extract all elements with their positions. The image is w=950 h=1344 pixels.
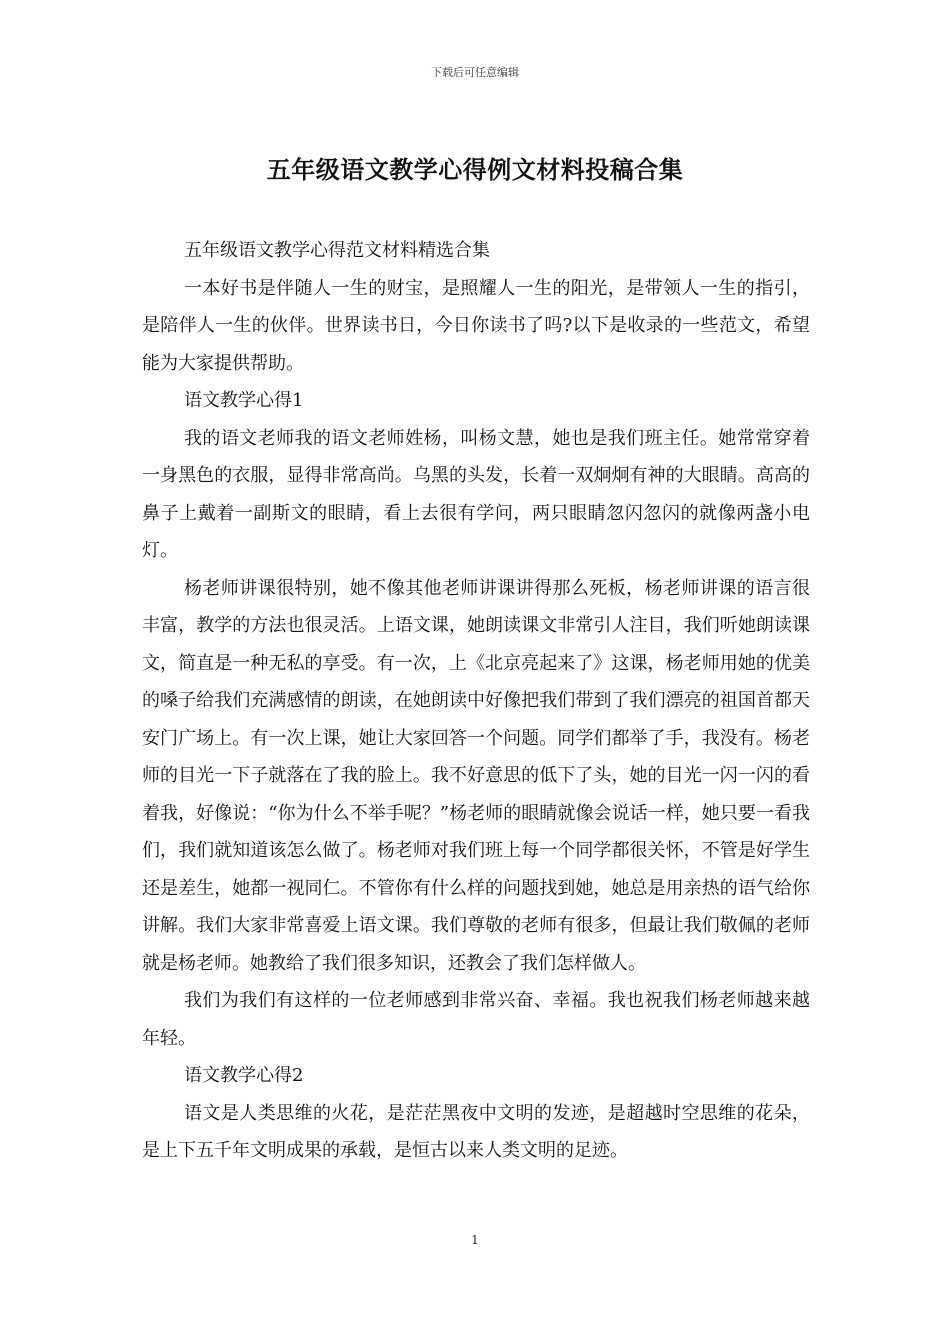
document-title: 五年级语文教学心得例文材料投稿合集 (266, 155, 684, 184)
body-paragraph: 一本好书是伴随人一生的财宝，是照耀人一生的阳光，是带领人一生的指引，是陪伴人一生的伙伴。世界读书日，今日你读书了吗?以下是收录的一些范文，希望能为大家提供帮助。 (142, 277, 810, 374)
body-paragraph: 杨老师讲课很特别，她不像其他老师讲课讲得那么死板，杨老师讲课的语言很丰富，教学的方法也很灵活。上语文课，她朗读课文非常引人注目，我们听她朗读课文，简直是一种无私的享受。有一次，上《北京亮起来了》这课，杨老师用她的优美的嗓子给我们充满感情的朗读，在她朗读中好像把我们带到了我们漂亮的祖国首都天安门广场上。有一次上课，她让大家回答一个问题。同学们都举了手，我没有。杨老师的目光一下子就落在了我的脸上。我不好意思的低下了头，她的目光一闪一闪的看着我，好像说：“你为什么不举手呢？”杨老师的眼睛就像会说话一样，她只要一看我们，我们就知道该怎么做了。杨老师对我们班上每一个同学都很关怀，不管是好学生还是差生，她都一视同仁。不管你有什么样的问题找到她，她总是用亲热的语气给你讲解。我们大家非常喜爱上语文课。我们尊敬的老师有很多，但最让我们敬佩的老师就是杨老师。她教给了我们很多知识，还教会了我们怎样做人。 (142, 577, 810, 974)
page-header: 下载后可任意编辑 (431, 66, 519, 79)
document-body (142, 232, 810, 1170)
section-heading: 语文教学心得1 (184, 390, 304, 411)
body-paragraph: 我们为我们有这样的一位老师感到非常兴奋、幸福。我也祝我们杨老师越来越年轻。 (142, 990, 810, 1049)
body-paragraph: 语文是人类思维的火花，是茫茫黑夜中文明的发迹，是超越时空思维的花朵，是上下五千年文明成果的承载，是恒古以来人类文明的足迹。 (142, 1102, 810, 1161)
body-paragraph: 五年级语文教学心得范文材料精选合集 (184, 240, 490, 261)
page-number: 1 (471, 1233, 479, 1247)
section-heading: 语文教学心得2 (184, 1065, 304, 1086)
body-paragraph: 我的语文老师我的语文老师姓杨，叫杨文慧，她也是我们班主任。她常常穿着一身黑色的衣服，显得非常高尚。乌黑的头发，长着一双炯炯有神的大眼睛。高高的鼻子上戴着一副斯文的眼睛，看上去很有学问，两只眼睛忽闪忽闪的就像两盏小电灯。 (142, 427, 810, 561)
